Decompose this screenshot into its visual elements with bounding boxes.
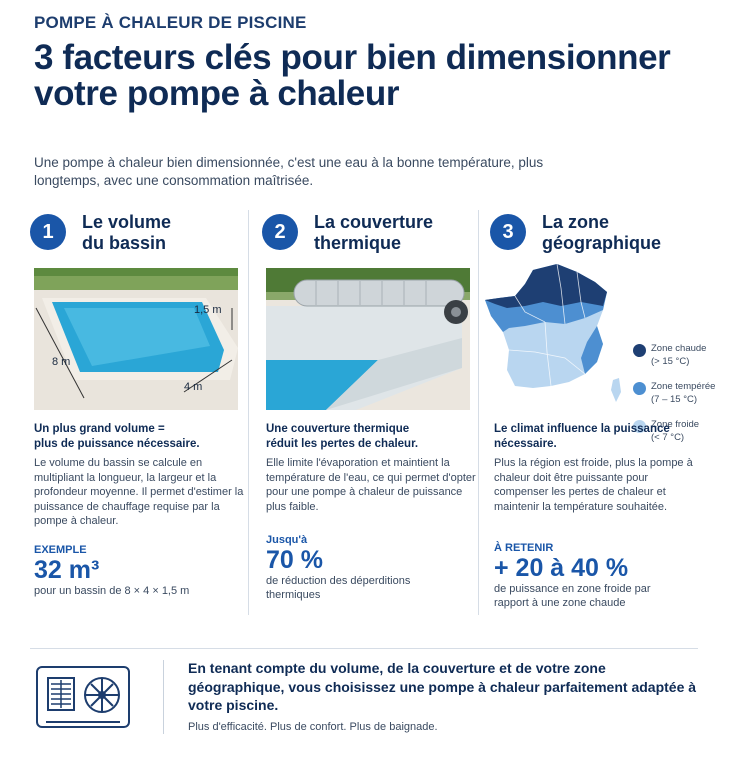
factor-heading-line: géographique bbox=[542, 233, 662, 253]
lead-line: plus de puissance nécessaire. bbox=[34, 438, 200, 450]
legend-label-range: (> 15 °C) bbox=[651, 356, 690, 367]
tagline: Plus d'efficacité. Plus de confort. Plus de baignade. bbox=[188, 721, 438, 733]
lead-line: Une couverture thermique bbox=[266, 423, 410, 435]
legend-label-name: Zone tempérée bbox=[651, 381, 716, 392]
step-badge: 1 bbox=[30, 214, 66, 250]
page-title: 3 facteurs clés pour bien dimensionner votre pompe à chaleur bbox=[34, 38, 671, 113]
factor-body: Plus la région est froide, plus la pompe à chaleur doit être puissante pour compenser les pertes de chaleur et maintenir la température souhaitée. bbox=[494, 457, 693, 513]
factor-heading-line: du bassin bbox=[82, 233, 167, 253]
dim-depth-label: 4 m bbox=[184, 381, 203, 393]
column-divider bbox=[478, 210, 479, 615]
stat-kicker: Jusqu'à bbox=[266, 534, 308, 546]
pool-dimensions-illustration bbox=[34, 268, 238, 410]
footer-divider bbox=[30, 648, 698, 649]
factor-heading bbox=[314, 212, 484, 254]
footer-separator bbox=[163, 660, 164, 734]
page-eyebrow: POMPE À CHALEUR DE PISCINE bbox=[34, 13, 307, 32]
legend-item-hot bbox=[633, 342, 723, 380]
dim-width-label: 1,5 m bbox=[194, 304, 222, 316]
legend-dot bbox=[633, 344, 646, 357]
legend-label-range: (7 – 15 °C) bbox=[651, 394, 698, 405]
factor-stat bbox=[266, 534, 436, 602]
lead-line: Un plus grand volume = bbox=[34, 423, 165, 435]
page-intro: Une pompe à chaleur bien dimensionnée, c'est une eau à la bonne température, plus longtemps, avec une consommation maîtrisée. bbox=[34, 155, 544, 188]
step-badge: 2 bbox=[262, 214, 298, 250]
factor-heading-line: La zone bbox=[542, 212, 610, 232]
lead-line: réduit les pertes de chaleur. bbox=[266, 438, 419, 450]
factor-stat bbox=[494, 542, 664, 610]
factor-heading-line: Le volume bbox=[82, 212, 172, 232]
stat-kicker: À RETENIR bbox=[494, 542, 554, 554]
stat-kicker: EXEMPLE bbox=[34, 544, 87, 556]
stat-note: de réduction des déperditions thermiques bbox=[266, 575, 411, 601]
stat-value: + 20 à 40 % bbox=[494, 554, 629, 582]
legend-label-name: Zone froide bbox=[651, 419, 700, 430]
legend-label bbox=[651, 342, 723, 368]
heat-pump-drawing bbox=[38, 668, 128, 726]
factor-body: Le volume du bassin se calcule en multipliant la longueur, la largeur et la profondeur moyenne. Il permet d'estimer la puissance de chauffage requise par la pompe à chaleur. bbox=[34, 457, 244, 527]
pool-image bbox=[34, 268, 238, 410]
stat-value: 32 m³ bbox=[34, 556, 100, 584]
factor-body: Elle limite l'évaporation et maintient la température de l'eau, ce qui permet d'opter pour une pompe à chaleur de puissance plus faible. bbox=[266, 457, 476, 513]
pool-cover-image bbox=[266, 268, 470, 410]
column-divider bbox=[248, 210, 249, 615]
legend-item-temperate bbox=[633, 380, 723, 418]
factor-heading bbox=[542, 212, 712, 254]
factor-lead bbox=[34, 422, 244, 452]
lead-line: nécessaire. bbox=[494, 438, 557, 450]
step-badge: 3 bbox=[490, 214, 526, 250]
factor-lead bbox=[266, 422, 476, 452]
legend-dot bbox=[633, 382, 646, 395]
factor-heading bbox=[82, 212, 252, 254]
stat-note: de puissance en zone froide par rapport à une zone chaude bbox=[494, 583, 651, 609]
legend-label-name: Zone chaude bbox=[651, 343, 707, 354]
france-map-icon bbox=[485, 262, 635, 422]
heat-pump-icon bbox=[36, 666, 130, 728]
factor-heading-line: thermique bbox=[314, 233, 402, 253]
factor-lead bbox=[494, 422, 704, 452]
conclusion-text: En tenant compte du volume, de la couverture et de votre zone géographique, vous choisissez une pompe à chaleur parfaitement adaptée à votre piscine. bbox=[188, 660, 697, 713]
stat-value: 70 % bbox=[266, 546, 323, 574]
factor-heading-line: La couverture bbox=[314, 212, 434, 232]
pool-cover-illustration bbox=[266, 268, 470, 410]
factor-stat bbox=[34, 544, 189, 598]
dim-length-label: 8 m bbox=[52, 356, 71, 368]
stat-note: pour un bassin de 8 × 4 × 1,5 m bbox=[34, 585, 190, 597]
lead-line: Le climat influence la puissance bbox=[494, 423, 670, 435]
legend-label bbox=[651, 380, 723, 406]
legend-label-range: (< 7 °C) bbox=[651, 432, 685, 443]
